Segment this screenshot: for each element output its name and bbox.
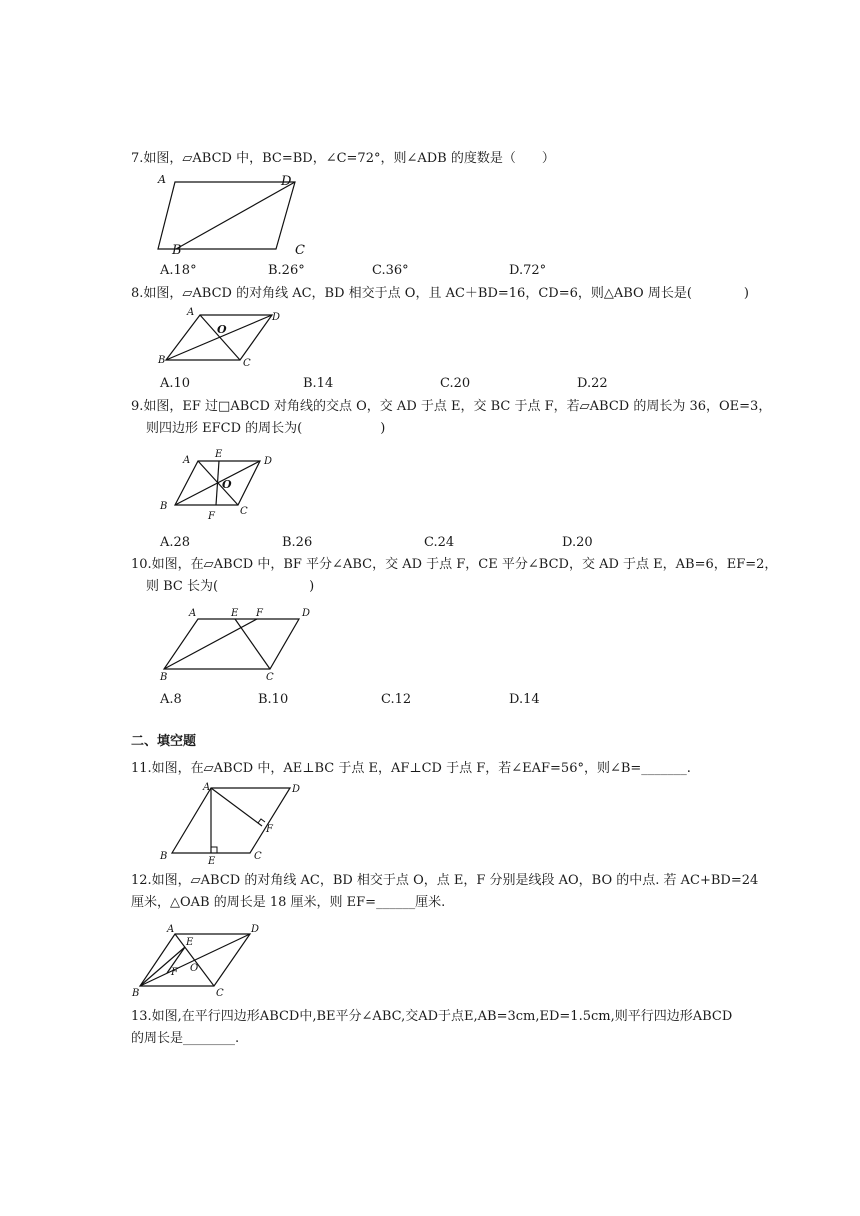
q11-label-f: F xyxy=(266,824,273,835)
q9-stem-line1: 9.如图，EF 过□ABCD 对角线的交点 O，交 AD 于点 E，交 BC 于点 F，若▱ABCD 的周长为 36，OE=3， xyxy=(131,399,772,414)
q9-figure xyxy=(158,448,283,528)
q9-label-b: B xyxy=(160,501,168,512)
q11-label-a: A xyxy=(203,782,211,793)
q7-option-c[interactable]: C.36° xyxy=(372,263,409,278)
q9-option-c[interactable]: C.24 xyxy=(424,535,455,550)
q9-label-o: O xyxy=(222,478,232,491)
q11-label-d: D xyxy=(292,784,301,795)
q8-figure xyxy=(158,305,288,370)
q11-stem: 11.如图，在▱ABCD 中，AE⊥BC 于点 E，AF⊥CD 于点 F，若∠EAF=56°，则∠B=_______. xyxy=(131,761,691,776)
q9-option-d[interactable]: D.20 xyxy=(562,535,593,550)
q8-label-d: D xyxy=(272,312,281,323)
q9-option-b[interactable]: B.26 xyxy=(282,535,313,550)
q8-option-b[interactable]: B.14 xyxy=(303,376,334,391)
q8-label-b: B xyxy=(158,355,166,366)
q10-label-c: C xyxy=(266,672,274,683)
q11-figure xyxy=(158,780,318,868)
q9-option-a[interactable]: A.28 xyxy=(160,535,191,550)
q10-figure xyxy=(158,605,318,685)
q8-label-o: O xyxy=(217,323,227,336)
q7-parallelogram xyxy=(158,182,295,249)
q7-label-b: B xyxy=(172,243,182,258)
q10-stem-line2: 则 BC 长为( ) xyxy=(146,579,315,594)
q11-right-angle-f xyxy=(258,819,265,823)
q9-label-f: F xyxy=(208,511,215,522)
q10-segment-bf xyxy=(164,619,257,669)
q10-stem-line1: 10.如图，在▱ABCD 中，BF 平分∠ABC，交 AD 于点 F，CE 平分∠BCD，交 AD 于点 E，AB=6，EF=2， xyxy=(131,557,778,572)
q8-stem: 8.如图，▱ABCD 的对角线 AC，BD 相交于点 O，且 AC＋BD=16，CD=6，则△ABO 周长是( ) xyxy=(131,286,749,301)
q8-label-c: C xyxy=(243,358,251,369)
q10-label-e: E xyxy=(231,608,239,619)
q10-label-a: A xyxy=(189,608,197,619)
q9-label-e: E xyxy=(215,449,223,460)
q9-label-d: D xyxy=(264,456,273,467)
q12-diagonal-bd xyxy=(140,934,250,986)
q7-figure xyxy=(155,170,315,262)
q11-label-b: B xyxy=(160,851,168,862)
q10-option-b[interactable]: B.10 xyxy=(258,692,289,707)
q11-right-angle-e xyxy=(211,847,217,853)
q11-parallelogram xyxy=(172,788,290,853)
q10-option-d[interactable]: D.14 xyxy=(509,692,540,707)
q10-option-c[interactable]: C.12 xyxy=(381,692,412,707)
q10-parallelogram xyxy=(164,619,299,669)
q9-label-a: A xyxy=(183,455,191,466)
q12-label-b: B xyxy=(132,988,140,999)
q7-diagonal-bd xyxy=(176,182,295,249)
q12-label-a: A xyxy=(167,924,175,935)
q9-label-c: C xyxy=(240,506,248,517)
q12-label-c: C xyxy=(216,988,224,999)
q8-option-d[interactable]: D.22 xyxy=(577,376,608,391)
q9-stem-line2: 则四边形 EFCD 的周长为( ) xyxy=(146,421,386,436)
q8-option-a[interactable]: A.10 xyxy=(160,376,191,391)
q8-label-a: A xyxy=(187,307,195,318)
q8-option-c[interactable]: C.20 xyxy=(440,376,471,391)
q10-label-d: D xyxy=(302,608,311,619)
q12-label-d: D xyxy=(251,924,260,935)
q12-figure xyxy=(132,920,267,1000)
q11-segment-af xyxy=(211,788,262,826)
q11-label-c: C xyxy=(254,851,262,862)
q13-stem-line2: 的周长是________. xyxy=(131,1031,240,1046)
q7-label-c: C xyxy=(295,243,305,258)
q7-option-d[interactable]: D.72° xyxy=(509,263,547,278)
q12-label-f: F xyxy=(171,967,178,978)
q12-stem-line2: 厘米，△OAB 的周长是 18 厘米，则 EF=______厘米. xyxy=(131,895,446,910)
q7-stem: 7.如图，▱ABCD 中，BC=BD，∠C=72°，则∠ADB 的度数是（ ） xyxy=(131,151,555,166)
q7-label-d: D xyxy=(281,174,292,189)
q12-label-o: O xyxy=(190,963,199,974)
q13-stem-line1: 13.如图,在平行四边形ABCD中,BE平分∠ABC,交AD于点E,AB=3cm,ED=1.5cm,则平行四边形ABCD xyxy=(131,1009,733,1024)
q7-option-b[interactable]: B.26° xyxy=(268,263,305,278)
section-title: 二、填空题 xyxy=(131,734,197,749)
q10-segment-ce xyxy=(235,619,270,669)
q11-label-e: E xyxy=(208,856,216,867)
q10-label-f: F xyxy=(256,608,263,619)
q7-option-a[interactable]: A.18° xyxy=(160,263,197,278)
q10-label-b: B xyxy=(160,672,168,683)
q12-label-e: E xyxy=(186,937,194,948)
q12-stem-line1: 12.如图，▱ABCD 的对角线 AC，BD 相交于点 O，点 E，F 分别是线段 AO，BO 的中点. 若 AC+BD=24 xyxy=(131,873,759,888)
q7-label-a: A xyxy=(158,173,166,186)
q10-option-a[interactable]: A.8 xyxy=(160,692,182,707)
